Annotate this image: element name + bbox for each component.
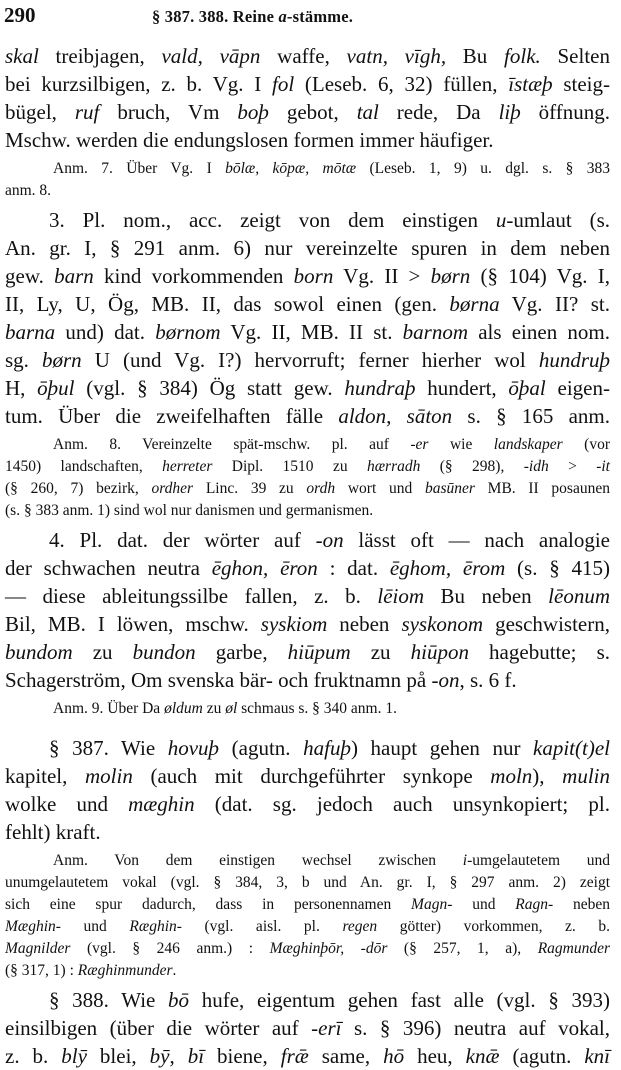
text-line <box>5 762 610 790</box>
text-line <box>5 818 610 846</box>
italic-term: -er <box>410 436 429 453</box>
text-run: (Leseb. 6, 32) füllen, <box>294 72 509 96</box>
italic-term: børn <box>430 264 471 288</box>
running-title <box>152 6 353 28</box>
italic-term: barnom <box>402 320 469 344</box>
footnote-paragraph <box>5 158 610 202</box>
text-run: (§ 260, 7) bezirk, <box>5 480 152 497</box>
italic-term: skal <box>5 44 39 68</box>
italic-term: Ræghin- <box>129 918 182 935</box>
text-line <box>5 500 610 522</box>
text-line <box>5 234 610 262</box>
text-run: neben <box>327 612 402 636</box>
italic-term: ōþal <box>508 376 546 400</box>
text-run: Schagerström, Om svenska bär- och fruktnamn på <box>5 668 432 692</box>
text-line <box>5 1042 610 1070</box>
italic-term: børnom <box>155 320 221 344</box>
body-paragraph <box>5 206 610 430</box>
italic-term: ruf <box>74 100 100 124</box>
running-title-post: -stämme. <box>286 7 354 26</box>
italic-term: -idh <box>523 458 549 475</box>
text-line <box>5 790 610 818</box>
text-line <box>5 850 610 872</box>
italic-term: hiūpum <box>287 640 351 664</box>
text-run: anm. 8. <box>5 182 52 199</box>
text-line <box>5 346 610 374</box>
text-run: eigen- <box>545 376 610 400</box>
page-header <box>0 0 621 38</box>
page-number: 290 <box>4 3 36 27</box>
italic-term: -on <box>315 528 344 552</box>
italic-term: landskaper <box>493 436 563 453</box>
italic-term: īstæþ <box>508 72 553 96</box>
text-run: lässt oft — nach analogie <box>343 528 611 552</box>
body-paragraph <box>5 42 610 154</box>
text-run: einsilbigen (über die wörter auf <box>5 1016 312 1040</box>
text-line <box>5 872 610 894</box>
text-run: gebot, <box>268 100 357 124</box>
text-run: hufe, eigentum gehen fast alle (vgl. § 393) <box>189 988 610 1012</box>
text-run: als einen nom. <box>468 320 610 344</box>
italic-term: ōþul <box>37 376 75 400</box>
text-run: MB. II posaunen <box>474 480 610 497</box>
text-run: und <box>60 918 130 935</box>
italic-term: blȳ <box>61 1044 87 1068</box>
body-paragraph <box>5 734 610 846</box>
italic-term: ēghom, ērom <box>389 556 506 580</box>
italic-term: frǣ <box>280 1044 309 1068</box>
italic-term: Magnilder <box>5 940 71 957</box>
text-line <box>5 180 610 202</box>
text-line <box>5 290 610 318</box>
text-run: , <box>169 1044 188 1068</box>
text-line <box>5 638 610 666</box>
italic-term: bō <box>168 988 190 1012</box>
text-run: steig- <box>552 72 610 96</box>
italic-term: Ragn- <box>515 896 554 913</box>
italic-term: born <box>293 264 334 288</box>
body-paragraph <box>5 526 610 694</box>
text-run: § 387. Wie <box>49 736 168 760</box>
text-run: heu, <box>404 1044 466 1068</box>
text-run: U (und Vg. I?) hervorruft; ferner hierher wol <box>81 348 539 372</box>
footnote-paragraph <box>5 850 610 982</box>
italic-term: boþ <box>237 100 269 124</box>
text-run: gew. <box>5 264 55 288</box>
text-run: kind vorkommenden <box>93 264 294 288</box>
text-run: (§ 317, 1) : <box>5 962 78 979</box>
text-run: tum. Über die zweifelhaften fälle <box>5 404 339 428</box>
text-run: (Leseb. 1, 9) u. dgl. s. § 383 <box>356 160 611 177</box>
text-line <box>5 526 610 554</box>
italic-term: u <box>495 208 507 232</box>
text-run: (s. § 383 anm. 1) sind wol nur danismen und germanismen. <box>5 502 374 519</box>
text-line <box>5 434 610 456</box>
text-run: 4. Pl. dat. der wörter auf <box>49 528 316 552</box>
text-run: ) haupt gehen nur <box>350 736 534 760</box>
italic-term: Mæghinþōr, -dōr <box>269 940 388 957</box>
text-run: : dat. <box>317 556 390 580</box>
text-run: biene, <box>204 1044 281 1068</box>
footnote-paragraph <box>5 434 610 522</box>
italic-term: aldon, sāton <box>338 404 453 428</box>
italic-term: bī <box>187 1044 205 1068</box>
italic-term: ordher <box>151 480 194 497</box>
text-line <box>5 318 610 346</box>
text-run: Mschw. werden die endungslosen formen immer häufiger. <box>5 128 494 152</box>
text-run: zu <box>72 640 133 664</box>
italic-term: øldum <box>164 700 203 717</box>
text-line <box>5 42 610 70</box>
text-line <box>5 610 610 638</box>
text-line <box>5 986 610 1014</box>
text-run: H, <box>5 376 38 400</box>
italic-term: knī <box>584 1044 610 1068</box>
italic-term: -erī <box>311 1016 342 1040</box>
italic-term: syskiom <box>260 612 328 636</box>
text-run: Anm. 7. Über Vg. I <box>53 160 226 177</box>
text-run: Bu neben <box>424 584 549 608</box>
text-run: wort und <box>335 480 425 497</box>
italic-term: i <box>462 852 468 869</box>
text-run: -umgelautetem und <box>467 852 610 869</box>
text-line <box>5 126 610 154</box>
italic-term: lēonum <box>548 584 610 608</box>
text-line <box>5 734 610 762</box>
text-line <box>5 1014 610 1042</box>
text-run: II, Ly, U, Ög, MB. II, das sowol einen (gen. <box>5 292 450 316</box>
italic-term: regen <box>342 918 378 935</box>
italic-term: børna <box>449 292 500 316</box>
text-run: der schwachen neutra <box>5 556 212 580</box>
text-run: (vgl. § 384) Ög statt gew. <box>74 376 345 400</box>
text-run: Anm. 9. Über Da <box>53 700 165 717</box>
text-run: > <box>548 458 597 475</box>
italic-term: barna <box>5 320 56 344</box>
text-run: same, <box>308 1044 384 1068</box>
text-run: (auch mit durchgeführter synkope <box>132 764 491 788</box>
italic-term: mæghin <box>128 792 195 816</box>
text-run: götter) vorkommen, z. b. <box>377 918 610 935</box>
text-line <box>5 206 610 234</box>
text-run: hagebutte; s. <box>468 640 611 664</box>
text-line <box>5 698 610 720</box>
text-run: -umlaut (s. <box>506 208 611 232</box>
italic-term: tal <box>356 100 379 124</box>
italic-term: bundom <box>5 640 73 664</box>
text-run: zu <box>202 700 226 717</box>
text-run: (§ 257, 1, a), <box>387 940 538 957</box>
text-run: (§ 104) Vg. I, <box>470 264 611 288</box>
text-line <box>5 70 610 98</box>
text-run: Bu <box>446 44 505 68</box>
running-title-italic: a <box>278 7 287 26</box>
text-run: Dipl. 1510 zu <box>212 458 367 475</box>
text-run: bei kurzsilbigen, z. b. Vg. I <box>5 72 272 96</box>
italic-term: hafuþ <box>303 736 351 760</box>
text-run: (dat. sg. jedoch auch unsynkopiert; pl. <box>194 792 610 816</box>
text-line <box>5 916 610 938</box>
text-run: fehlt) kraft. <box>5 820 101 844</box>
text-line <box>5 98 610 126</box>
italic-term: -on <box>431 668 460 692</box>
italic-term: hiūpon <box>410 640 469 664</box>
text-line <box>5 402 610 430</box>
italic-term: kapit(t)el <box>533 736 610 760</box>
italic-term: Mæghin- <box>5 918 61 935</box>
text-line <box>5 938 610 960</box>
text-run: s. § 396) neutra auf vokal, <box>341 1016 610 1040</box>
italic-term: herreter <box>162 458 213 475</box>
text-run: s. § 165 anm. <box>452 404 610 428</box>
italic-term: liþ <box>498 100 521 124</box>
text-run: kapitel, <box>5 764 86 788</box>
text-line <box>5 262 610 290</box>
text-run: neben <box>553 896 611 913</box>
text-line <box>5 456 610 478</box>
text-run: bruch, Vm <box>99 100 238 124</box>
italic-term: hundruþ <box>538 348 610 372</box>
text-line <box>5 374 610 402</box>
italic-term: basūner <box>424 480 475 497</box>
text-run: z. b. <box>5 1044 62 1068</box>
text-run: (agutn. <box>219 736 304 760</box>
text-run: unumgelautetem vokal (vgl. § 384, 3, b und An. gr. I, § 297 anm. 2) zeigt <box>5 874 610 891</box>
italic-term: barn <box>54 264 94 288</box>
text-run: zu <box>350 640 411 664</box>
italic-term: Ragmunder <box>537 940 611 957</box>
text-run: (§ 298), <box>420 458 524 475</box>
italic-term: bundon <box>132 640 196 664</box>
text-run: . <box>172 962 177 979</box>
text-run: Anm. 8. Vereinzelte spät-mschw. pl. auf <box>53 436 411 453</box>
italic-term: bōlæ, kōpæ, mōtæ <box>225 160 357 177</box>
text-run: (vor <box>562 436 610 453</box>
text-run: bügel, <box>5 100 75 124</box>
text-run: (vgl. aisl. pl. <box>181 918 343 935</box>
italic-term: hærradh <box>366 458 421 475</box>
text-run: Linc. 39 zu <box>193 480 307 497</box>
italic-term: molin <box>85 764 133 788</box>
text-line <box>5 894 610 916</box>
italic-term: børn <box>42 348 82 372</box>
italic-term: bȳ <box>149 1044 170 1068</box>
italic-term: hundraþ <box>344 376 416 400</box>
text-run: sich eine spur dadurch, dass in personennamen <box>5 896 412 913</box>
text-run: geschwistern, <box>483 612 610 636</box>
text-run: blei, <box>86 1044 150 1068</box>
footnote-paragraph <box>5 698 610 720</box>
text-run: (vgl. § 246 anm.) : <box>70 940 270 957</box>
text-run: und <box>452 896 516 913</box>
italic-term: syskonom <box>401 612 484 636</box>
text-run: , s. 6 f. <box>459 668 517 692</box>
text-run: wie <box>428 436 494 453</box>
text-run: und) dat. <box>55 320 156 344</box>
text-run: Vg. II? st. <box>499 292 610 316</box>
text-run: ), <box>532 764 563 788</box>
italic-term: knǣ <box>465 1044 500 1068</box>
text-run: 1450) landschaften, <box>5 458 163 475</box>
italic-term: øl <box>225 700 238 717</box>
text-run: (s. § 415) <box>505 556 610 580</box>
italic-term: hovuþ <box>167 736 220 760</box>
text-line <box>5 666 610 694</box>
text-run: treibjagen, <box>38 44 162 68</box>
body-paragraph <box>5 986 610 1070</box>
text-run: schmaus s. § 340 anm. 1. <box>237 700 397 717</box>
text-line <box>5 554 610 582</box>
running-title-pre: § 387. 388. Reine <box>152 7 279 26</box>
italic-term: fol <box>272 72 295 96</box>
italic-term: -it <box>596 458 610 475</box>
italic-term: hō <box>383 1044 405 1068</box>
italic-term: lēiom <box>377 584 425 608</box>
italic-term: folk. <box>504 44 541 68</box>
text-run: § 388. Wie <box>49 988 169 1012</box>
italic-term: Magn- <box>411 896 453 913</box>
italic-term: moln <box>490 764 533 788</box>
text-run: garbe, <box>195 640 288 664</box>
text-line <box>5 960 610 982</box>
text-run: An. gr. I, § 291 anm. 6) nur vereinzelte spuren in dem neben <box>5 236 610 260</box>
text-run: — diese ableitungssilbe fallen, z. b. <box>5 584 378 608</box>
text-line <box>5 158 610 180</box>
text-line <box>5 582 610 610</box>
text-run: Selten <box>540 44 610 68</box>
text-run: Anm. Von dem einstigen wechsel zwischen <box>53 852 463 869</box>
text-run: Bil, MB. I löwen, mschw. <box>5 612 261 636</box>
text-run: wolke und <box>5 792 129 816</box>
italic-term: vald, vāpn <box>161 44 261 68</box>
text-run: öffnung. <box>520 100 611 124</box>
text-run: waffe, <box>260 44 347 68</box>
italic-term: vatn, vīgh, <box>346 44 447 68</box>
text-run: 3. Pl. nom., acc. zeigt von dem einstigen <box>49 208 496 232</box>
italic-term: ordh <box>306 480 336 497</box>
text-run: Vg. II, MB. II st. <box>220 320 403 344</box>
text-run: hundert, <box>415 376 509 400</box>
italic-term: ēghon, ēron <box>211 556 318 580</box>
text-run: Vg. II > <box>333 264 431 288</box>
page-content <box>0 42 621 1070</box>
text-run: sg. <box>5 348 42 372</box>
italic-term: Ræghinmunder <box>77 962 173 979</box>
text-line <box>5 478 610 500</box>
text-run: (agutn. <box>499 1044 585 1068</box>
italic-term: mulin <box>562 764 610 788</box>
text-run: rede, Da <box>378 100 499 124</box>
